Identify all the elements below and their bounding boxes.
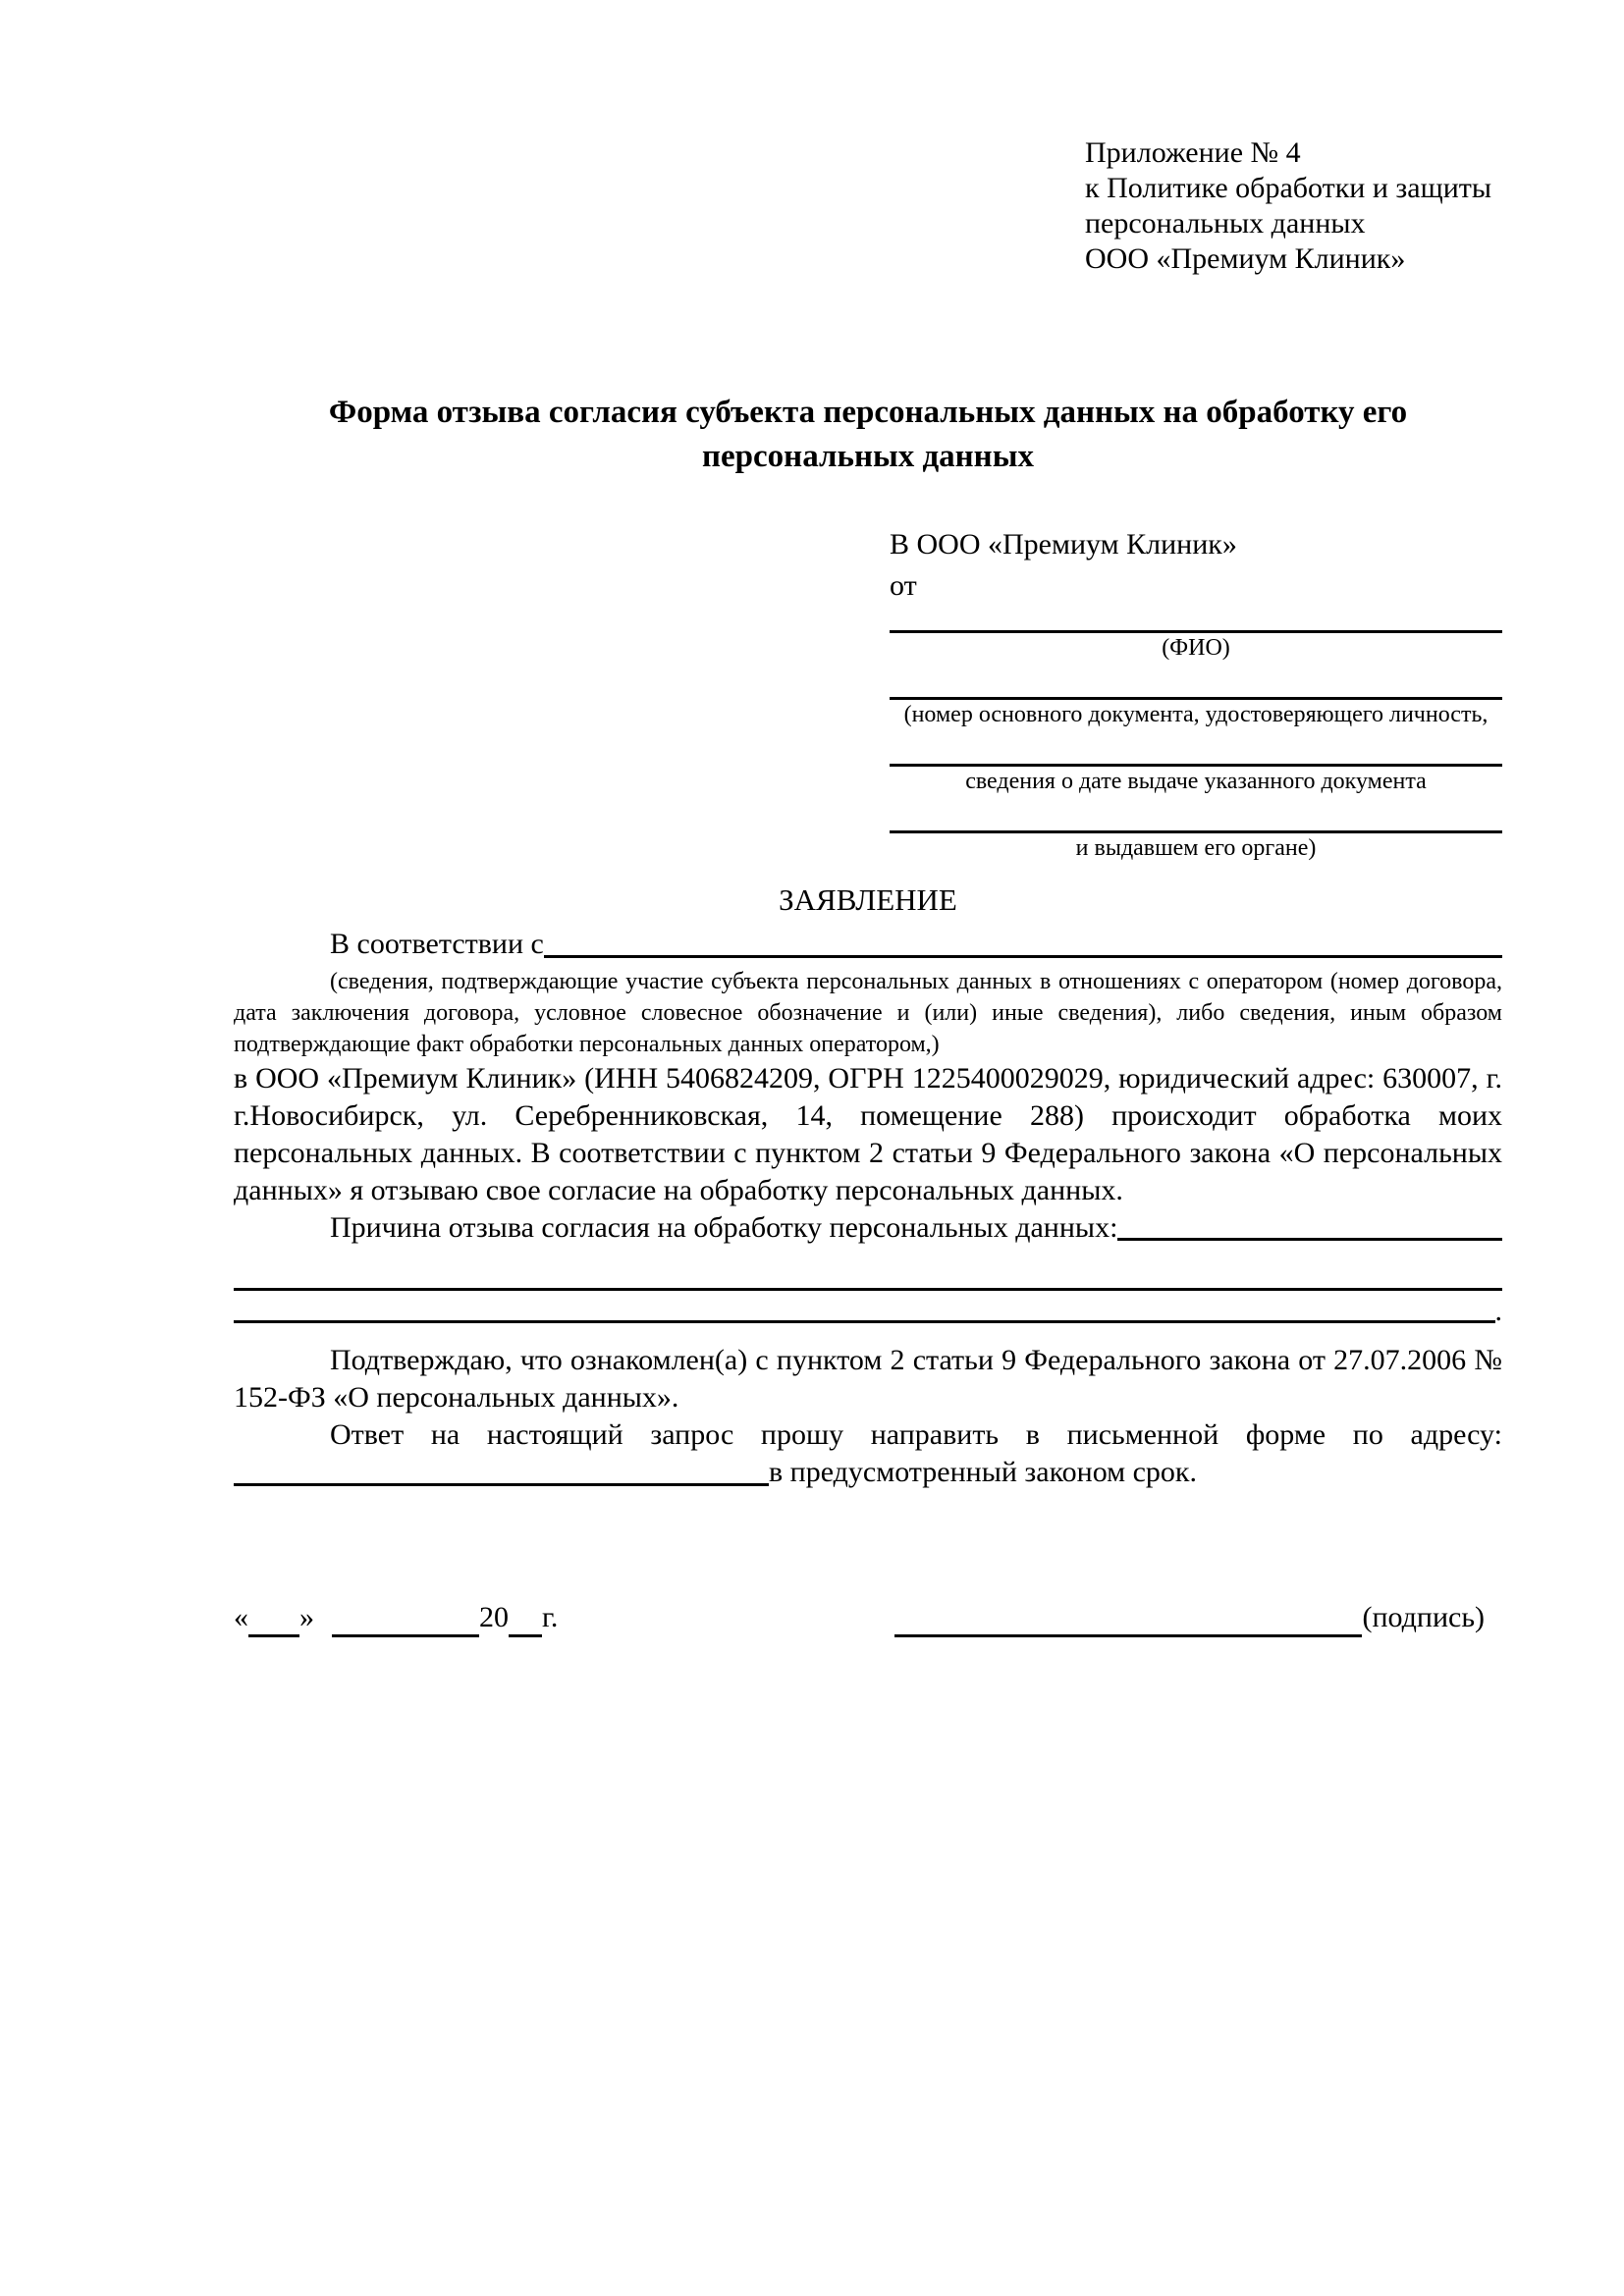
date-signature-row [234, 1598, 1502, 1637]
date-century-text: 20 [479, 1601, 509, 1633]
addressee-block [890, 524, 1502, 863]
statement-heading: ЗАЯВЛЕНИЕ [779, 882, 957, 917]
consent-basis-blank-line [544, 955, 1502, 958]
reason-extra-line-2 [234, 1291, 1502, 1326]
date-year-blank [509, 1605, 542, 1637]
fio-blank-line [890, 607, 1502, 633]
reply-address-blank-line [234, 1483, 769, 1486]
document-title-text: Форма отзыва согласия субъекта персональных данных на обработку его персональных данных [328, 395, 1408, 474]
addressee-from-label: от [890, 569, 917, 602]
consent-basis-label: В соответствии с [330, 928, 544, 960]
withdrawal-reason-blank-line [1117, 1238, 1502, 1241]
reply-address-row [234, 1454, 1502, 1491]
date-month-blank [332, 1605, 479, 1637]
annex-line: персональных данных [1085, 207, 1366, 240]
issuing-authority-blank-line [890, 796, 1502, 833]
date-close-quote: » [299, 1601, 314, 1633]
signature-group [894, 1598, 1485, 1637]
annex-line: к Политике обработки и защиты [1085, 172, 1492, 204]
reply-suffix-text: в предусмотренный законом срок. [769, 1456, 1197, 1488]
annex-line: ООО «Премиум Клиник» [1085, 242, 1406, 275]
date-open-quote: « [234, 1601, 248, 1633]
document-title [234, 391, 1502, 479]
addressee-to: В ООО «Премиум Клиник» [890, 528, 1237, 561]
statement-section [234, 881, 1502, 1491]
withdrawal-reason-label: Причина отзыва согласия на обработку персональных данных: [330, 1211, 1118, 1244]
issue-date-blank-line [890, 729, 1502, 767]
consent-basis-note: (сведения, подтверждающие участие субъекта персональных данных в отношениях с оператором (номер договора, дата заключения договора, условное словесное обозначение и (или) иные сведения), либо сведения, иным образом подтверждающие факт обработки персональных данных оператором,) [234, 969, 1502, 1057]
issuing-authority-caption: и выдавшем его органе) [1075, 835, 1317, 861]
withdrawal-reason-row [234, 1209, 1502, 1247]
document-number-caption: (номер основного документа, удостоверяющего личность, [903, 702, 1489, 727]
signature-blank-line [894, 1605, 1362, 1637]
issue-date-caption: сведения о дате выдаче указанного документа [965, 769, 1427, 794]
annex-header [1085, 135, 1491, 277]
signature-caption: (подпись) [1362, 1601, 1485, 1633]
reply-request-paragraph: Ответ на настоящий запрос прошу направить в письменной форме по адресу: [330, 1418, 1502, 1451]
reason-extra-blank [234, 1320, 1495, 1323]
fio-caption: (ФИО) [1162, 635, 1230, 661]
reason-line-period: . [1494, 1295, 1502, 1327]
date-day-blank [248, 1605, 299, 1637]
date-group [234, 1598, 558, 1637]
document-number-blank-line [890, 663, 1502, 700]
reason-extra-line-1 [234, 1247, 1502, 1291]
statement-body-paragraph: в ООО «Премиум Клиник» (ИНН 5406824209, ОГРН 1225400029029, юридический адрес: 630007, г. г.Новосибирск, ул. Серебренниковская, 14, помещение 288) происходит обработка моих персональных данных. В соответствии с пунктом 2 статьи 9 Федерального закона «О персональных данных» я отзываю свое согласие на обработку персональных данных. [234, 1062, 1502, 1206]
confirmation-paragraph: Подтверждаю, что ознакомлен(а) с пунктом 2 статьи 9 Федерального закона от 27.07.2006 № 152-ФЗ «О персональных данных». [234, 1344, 1502, 1414]
consent-basis-row [234, 925, 1502, 964]
annex-line: Приложение № 4 [1085, 136, 1301, 169]
date-year-label: г. [542, 1601, 559, 1633]
